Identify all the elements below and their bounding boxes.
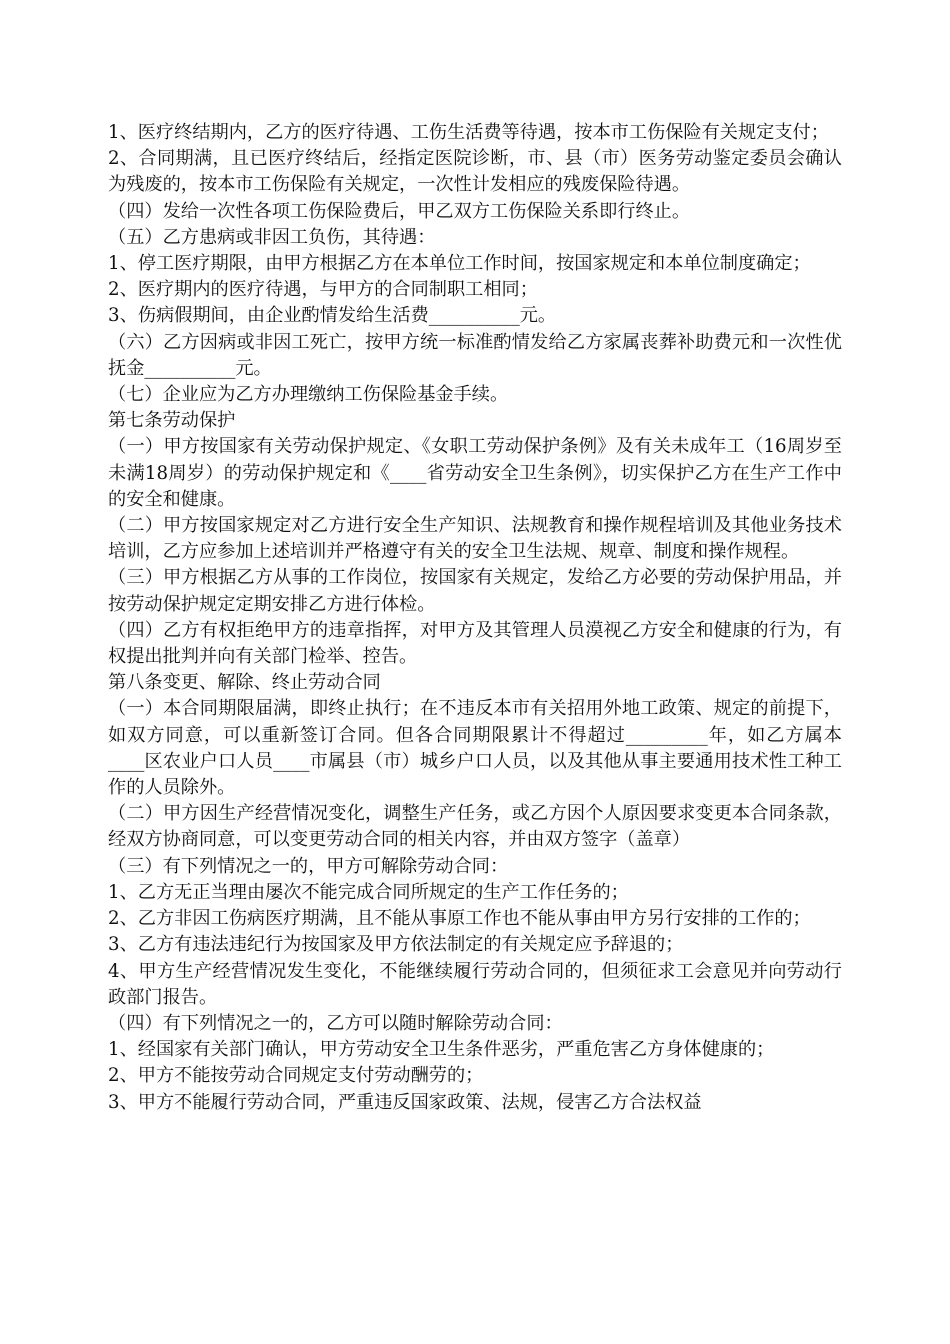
paragraph: 1、经国家有关部门确认，甲方劳动安全卫生条件恶劣，严重危害乙方身体健康的；: [108, 1039, 775, 1061]
paragraph: 2、乙方非因工伤病医疗期满，且不能从事原工作也不能从事由甲方另行安排的工作的；: [108, 908, 811, 930]
paragraph: （二）甲方按国家规定对乙方进行安全生产知识、法规教育和操作规程培训及其他业务技术培训，乙方应参加上述培训并严格遵守有关的安全卫生法规、规章、制度和操作规程。: [108, 515, 842, 563]
paragraph: （四）乙方有权拒绝甲方的违章指挥，对甲方及其管理人员漠视乙方安全和健康的行为，有权提出批判并向有关部门检举、控告。: [108, 619, 842, 668]
paragraph: 2、合同期满，且已医疗终结后，经指定医院诊断，市、县（市）医务劳动鉴定委员会确认为残废的，按本市工伤保险有关规定，一次性计发相应的残废保险待遇。: [108, 148, 842, 196]
section-heading: 第七条劳动保护: [108, 410, 236, 432]
paragraph: 2、甲方不能按劳动合同规定支付劳动酬劳的；: [108, 1065, 484, 1087]
paragraph: （一）本合同期限届满，即终止执行；在不违反本市有关招用外地工政策、规定的前提下，如双方同意，可以重新签订合同。但各合同期限累计不得超过_________年，如乙方属本____区农业户口人员____市属县（市）城乡户口人员，以及其他从事主要通用技术性工种工作的人员除外。: [108, 698, 842, 799]
paragraph: 3、伤病假期间，由企业酌情发给生活费__________元。: [108, 305, 557, 327]
paragraph: 1、停工医疗期限，由甲方根据乙方在本单位工作时间，按国家规定和本单位制度确定；: [108, 253, 811, 275]
paragraph: （五）乙方患病或非因工负伤，其待遇：: [108, 226, 436, 248]
paragraph: 3、甲方不能履行劳动合同，严重违反国家政策、法规，侵害乙方合法权益: [108, 1091, 702, 1113]
paragraph: （四）有下列情况之一的，乙方可以随时解除劳动合同：: [108, 1012, 563, 1034]
paragraph: （三）有下列情况之一的，甲方可解除劳动合同：: [108, 855, 509, 877]
paragraph: （六）乙方因病或非因工死亡，按甲方统一标准酌情发给乙方家属丧葬补助费元和一次性优抚金__________元。: [108, 331, 842, 379]
document-body: [108, 120, 842, 1116]
paragraph: 3、乙方有违法违纪行为按国家及甲方依法制定的有关规定应予辞退的；: [108, 934, 684, 956]
paragraph: （一）甲方按国家有关劳动保护规定、《女职工劳动保护条例》及有关未成年工（16周岁至未满18周岁）的劳动保护规定和《____省劳动安全卫生条例》，切实保护乙方在生产工作中的安全和健康。: [108, 436, 842, 510]
paragraph: 1、医疗终结期内，乙方的医疗待遇、工伤生活费等待遇，按本市工伤保险有关规定支付；: [108, 122, 829, 143]
paragraph: （四）发给一次性各项工伤保险费后，甲乙双方工伤保险关系即行终止。: [108, 200, 691, 222]
paragraph: 4、甲方生产经营情况发生变化，不能继续履行劳动合同的，但须征求工会意见并向劳动行政部门报告。: [108, 960, 842, 1008]
paragraph: （七）企业应为乙方办理缴纳工伤保险基金手续。: [108, 384, 509, 406]
section-heading: 第八条变更、解除、终止劳动合同: [108, 672, 381, 694]
paragraph: 2、医疗期内的医疗待遇，与甲方的合同制职工相同；: [108, 279, 538, 301]
paragraph: 1、乙方无正当理由屡次不能完成合同所规定的生产工作任务的；: [108, 881, 629, 903]
paragraph: （二）甲方因生产经营情况变化，调整生产任务，或乙方因个人原因要求变更本合同条款，经双方协商同意，可以变更劳动合同的相关内容，并由双方签字（盖章）: [108, 803, 842, 851]
paragraph: （三）甲方根据乙方从事的工作岗位，按国家有关规定，发给乙方必要的劳动保护用品，并按劳动保护规定定期安排乙方进行体检。: [108, 567, 842, 615]
